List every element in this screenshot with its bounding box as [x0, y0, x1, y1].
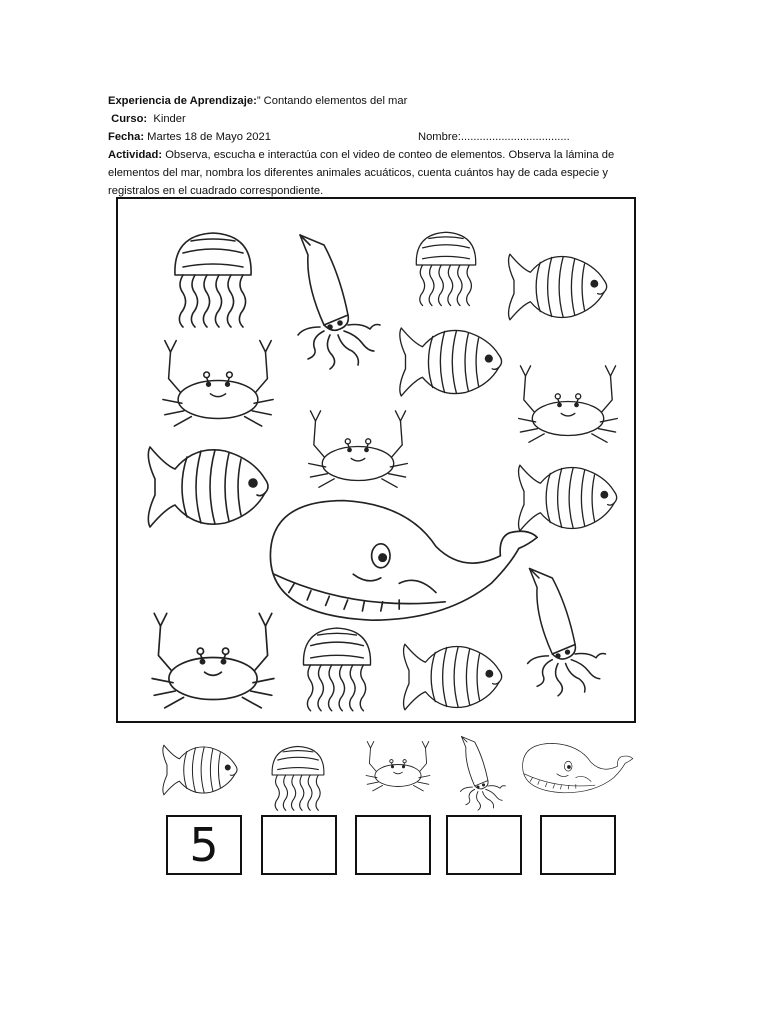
actividad-text: Observa, escucha e interactúa con el video de conteo de elementos. Observa la lámina de elementos del mar, nombra los diferentes animales acuáticos, cuenta cuántos hay de cada especie y registralos en el cuadrado correspondiente.: [108, 149, 615, 197]
curso-value: Kinder: [153, 113, 186, 125]
answer-crab-icon: [366, 741, 430, 791]
experiencia-value: ” Contando elementos del mar: [256, 95, 408, 107]
answer-box-fish[interactable]: 5: [166, 815, 242, 875]
sea-scene-frame: [116, 197, 636, 723]
nombre-blank: ...................................: [460, 131, 570, 143]
experiencia-label: Experiencia de Aprendizaje:: [108, 95, 257, 107]
nombre-label: Nombre:: [418, 131, 461, 143]
fecha-label: Fecha:: [108, 131, 145, 143]
curso-label: Curso:: [111, 113, 148, 125]
answer-box-jellyfish[interactable]: [261, 815, 337, 875]
answer-box-squid[interactable]: [446, 815, 522, 875]
answer-squid-icon: [460, 737, 505, 811]
answer-box-crab[interactable]: [355, 815, 431, 875]
answer-jellyfish-icon: [272, 746, 324, 810]
fecha-value: Martes 18 de Mayo 2021: [147, 131, 271, 143]
answer-box-whale[interactable]: [540, 815, 616, 875]
actividad-label: Actividad:: [108, 149, 163, 161]
answer-whale-icon: [523, 743, 633, 792]
answer-fish-icon: [163, 745, 237, 795]
